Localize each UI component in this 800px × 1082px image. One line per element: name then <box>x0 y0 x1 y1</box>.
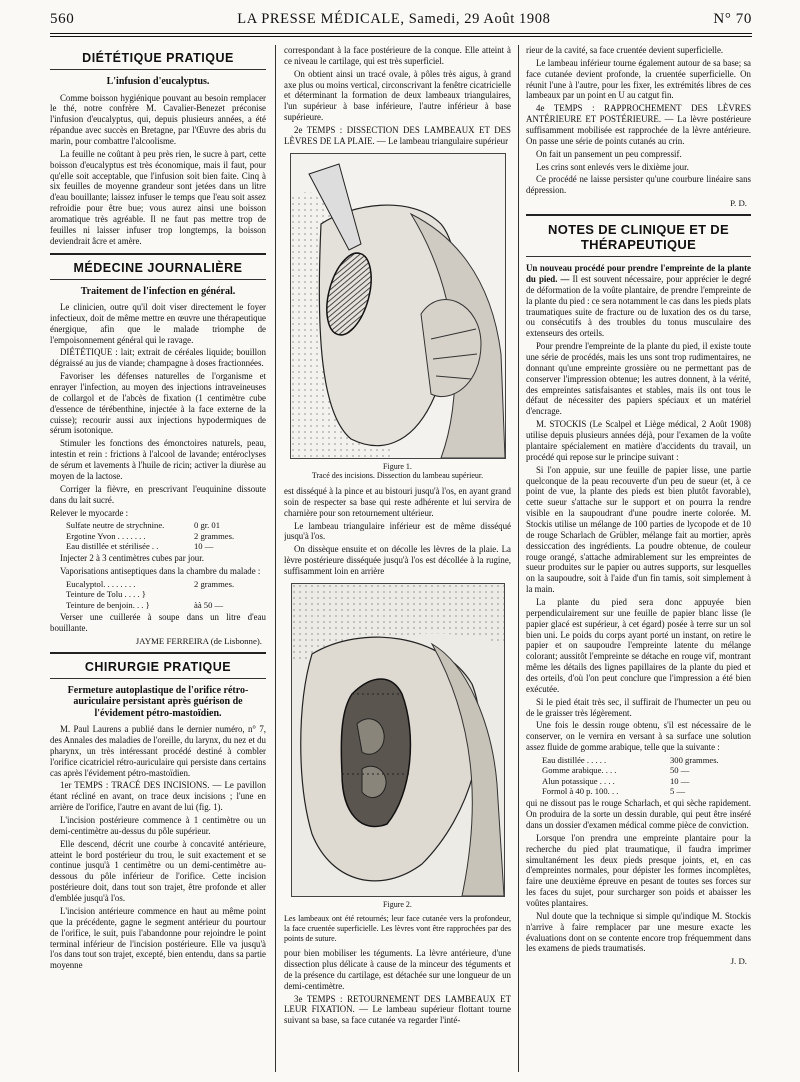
paragraph: On obtient ainsi un tracé ovale, à pôles très aigus, à grand axe plus ou moins vertical, circonscrivant la fenêtre cicatricielle et déterminant la formation de deux lambeaux triangulaires, l'un supérieur à base inférieure, l'autre inférieur à base supérieure. <box>284 68 511 123</box>
paragraph: Verser une cuillerée à soupe dans un litre d'eau bouillante. <box>50 611 266 633</box>
masthead <box>50 6 752 32</box>
paragraph: pour bien mobiliser les téguments. La lèvre antérieure, d'une dissection plus délicate à cause de la minceur des téguments et de la présence du cartilage, est détachée sur une longueur de un demi-centimètre. <box>284 948 511 991</box>
paragraph: Favoriser les défenses naturelles de l'organisme et enrayer l'infection, au moyen des injections intraveineuses de collargol et de l'abcès de fixation (1 centimètre cube d'essence de térébenthine, injectée à la face externe de la cuisse); recourir aussi aux injections hypodermiques de sérum isotonique. <box>50 371 266 436</box>
journal-title: LA PRESSE MÉDICALE, Samedi, 29 Août 1908 <box>237 10 551 27</box>
paragraph: 1er TEMPS : TRACÉ DES INCISIONS. — Le pavillon étant récliné en avant, on trace deux incisions ; l'une en arrière de l'orifice, l'autre en avant de lui (fig. 1). <box>50 780 266 813</box>
paragraph: Pour prendre l'empreinte de la plante du pied, il existe toute une série de procédés, mais les uns sont trop rudimentaires, ne donnant qu'une empreinte grossière ou ne permettant pas de conserver l'impression obtenue; les autres donnent, à la vérité, des empreintes satisfaisantes et stables, mais ils ont tous le défaut de nécessiter des papiers spéciaux et un matériel d'encrage. <box>526 341 751 417</box>
paragraph: Une fois le dessin rouge obtenu, s'il est nécessaire de le conserver, on le vernira en versant à sa surface une solution assez fluide de gomme arabique, telle que la suivante : <box>526 720 751 753</box>
prescription-row: Teinture de Tolu . . . . } <box>66 589 146 600</box>
article-title-autoplastie: Fermeture autoplastique de l'orifice rétro-auriculaire persistant après guérison de l'évidement pétro-mastoïdien. <box>67 684 249 719</box>
prescription-row: Formol à 40 p. 100. . . 5 — <box>542 785 686 796</box>
prescription-row: Eau distillée et stérilisée . . 10 — <box>66 540 214 551</box>
paragraph: Vaporisations antiseptiques dans la chambre du malade : <box>60 566 261 577</box>
masthead-rule <box>50 33 752 34</box>
paragraph: Relever le myocarde : <box>50 507 129 518</box>
paragraph: Si l'on appuie, sur une feuille de papier lisse, une partie quelconque de la peau recouverte d'un peu de sueur (et, à ce point de vue, la plante des pieds est bien plutôt favorable), cette sueur s'attache sur le support et on pourra la rendre visible en la saupoudrant d'une poudre inerte colorée. M. Stockis utilise un mélange de 100 parties de lycopode et de 10 de rouge Scharlach de Grübler, mélange fait au mortier, après dessiccation des ingrédients. La poudre obtenue, de couleur rouge orangé, s'attache admirablement sur les empreintes de sueur produites sur le papier ou autres supports, sur lesquelles on la saupoudre, soit à l'aide d'un fin tamis, soit simplement à la main. <box>526 464 751 595</box>
paragraph: Si le pied était très sec, il suffirait de l'humecter un peu ou de le graisser très légèrement. <box>526 696 751 718</box>
column-divider-2 <box>518 45 519 1072</box>
figure-2-legend: Les lambeaux ont été retournés; leur face cutanée vers la profondeur, la face cruentée superficielle. Les lèvres vont être rapprochées par des points de suture. <box>284 914 511 943</box>
section-heading-dietetique: DIÉTÉTIQUE PRATIQUE <box>82 51 234 65</box>
author-signature: JAYME FERREIRA (de Lisbonne). <box>135 635 262 646</box>
prescription-3 <box>542 755 751 796</box>
paragraph: Le clinicien, outre qu'il doit viser directement le foyer infectieux, doit de même mettre en œuvre une thérapeutique énergique, afin que le malade triomphe de l'empoisonnement général qui le ravage. <box>50 302 266 345</box>
issue-number: N° 70 <box>713 10 752 27</box>
paragraph: Le lambeau triangulaire inférieur est de même disséqué jusqu'à l'os. <box>284 520 511 542</box>
figure-2-illustration <box>291 583 505 897</box>
paragraph: Ce procédé ne laisse persister qu'une courbure linéaire sans dépression. <box>526 174 751 196</box>
section-heading-medecine: MÉDECINE JOURNALIÈRE <box>73 260 243 275</box>
column-1 <box>50 45 266 1074</box>
column-3 <box>526 45 751 1074</box>
section-rule <box>50 69 266 70</box>
paragraph: 3e TEMPS : RETOURNEMENT DES LAMBEAUX ET LEUR FIXATION. — Le lambeau supérieur flottant tourne suivant sa base, sa face cutanée va regarder l'inté- <box>284 993 511 1026</box>
column-divider-1 <box>275 45 276 1072</box>
section-rule <box>50 678 266 679</box>
prescription-row: Gomme arabique. . . . 50 — <box>542 765 690 776</box>
paragraph: est disséqué à la pince et au bistouri jusqu'à l'os, en ayant grand soin de respecter sa base qui reste adhérente et lui servira de charnière pour son retournement ultérieur. <box>284 485 511 518</box>
paragraph: 4e TEMPS : RAPPROCHEMENT DES LÈVRES ANTÉRIEURE ET POSTÉRIEURE. — La lèvre postérieure suffisamment mobilisée est rapprochée de la lèvre antérieure. On passe une série de points cutanés au crin. <box>526 103 751 146</box>
paragraph: Corriger la fièvre, en prescrivant l'euquinine dissoute dans du lait sucré. <box>50 483 266 505</box>
paragraph: Le lambeau inférieur tourne également autour de sa base; sa face cutanée devient profonde, la cruentée superficielle. On réunit l'une à l'autre, pour les fixer, les extrémités libres de ces lambeaux par un point en U au catgut fin. <box>526 57 751 101</box>
article-title-eucalyptus: L'infusion d'eucalyptus. <box>106 76 210 87</box>
prescription-row: Eau distillée . . . . . 300 grammes. <box>542 754 719 765</box>
prescription-1 <box>66 520 266 551</box>
paragraph: Lorsque l'on prendra une empreinte plantaire pour la recherche du pied plat traumatique, il faudra imprimer simultanément les deux pieds presque joints, et, en cas d'empreintes normales, pour dépister les formes incomplètes, faire une deuxième épreuve en pesant de toutes ses forces sur les faces du sujet, pour surcharger son poids et abaisser les voûtes plantaires. <box>526 832 751 908</box>
section-rule <box>50 253 266 255</box>
author-signature: P. D. <box>730 198 747 209</box>
masthead-rule-2 <box>50 36 752 37</box>
paragraph: Un nouveau procédé pour prendre l'empreinte de la plante du pied. — Il est souvent nécessaire, pour apprécier le degré de déformation de la voûte plantaire, de prendre l'empreinte de la plante du pied : ce sera notamment le cas dans les pieds plats traumatiques suite de fracture ou de luxation des os du tarse, ou consécutifs à des troubles du tonus musculaire des extenseurs des orteils. <box>526 263 751 339</box>
paragraph: L'incision postérieure commence à 1 centimètre ou un demi-centimètre au-dessus du pôle supérieur. <box>50 815 266 836</box>
paragraph: Elle descend, décrit une courbe à concavité antérieure, atteint le bord postérieur du trou, le suit exactement et se continue jusqu'à 1 centimètre ou un demi-centimètre au-dessous du pôle inférieur de l'orifice. Cette incision postérieure doit, dans tout son trajet, être profonde et aller d'emblée jusqu'à l'os. <box>50 838 266 904</box>
article-lead: Un nouveau procédé pour prendre l'empreinte de la plante du pied. — <box>526 263 751 285</box>
paragraph: rieur de la cavité, sa face cruentée devient superficielle. <box>526 45 724 55</box>
article-title-infection: Traitement de l'infection en général. <box>80 285 236 297</box>
paragraph: M. Paul Laurens a publié dans le dernier numéro, n° 7, des Annales des maladies de l'oreille, du larynx, du nez et du pharynx, un très intéressant procédé destiné à combler l'orifice cicatriciel rétro-auriculaire qui persiste dans certains cas après l'évidement pétro-mastoïdien. <box>50 724 266 778</box>
column-2 <box>284 45 511 1074</box>
section-rule <box>50 652 266 654</box>
paragraph: M. STOCKIS (Le Scalpel et Liège médical, 2 Août 1908) utilise depuis plusieurs années déjà, pour l'examen de la voûte plantaire spécialement en matière d'accidents du travail, un procédé qui repose sur le principe suivant : <box>526 419 751 462</box>
prescription-row: Alun potassique . . . . 10 — <box>542 775 690 786</box>
section-rule <box>50 279 266 280</box>
figure-2-caption: Figure 2. <box>383 899 412 909</box>
prescription-row: Eucalyptol. . . . . . . . 2 grammes. <box>66 579 235 590</box>
paragraph: 2e TEMPS : DISSECTION DES LAMBEAUX ET DES LÈVRES DE LA PLAIE. — Le lambeau triangulaire supérieur <box>284 125 511 146</box>
paragraph: Stimuler les fonctions des émonctoires naturels, peau, intestin et rein : frictions à l'alcool de lavande; entéroclyses de sérum et lavements à l'huile de ricin; activer la diurèse au moyen de la lactose. <box>50 438 266 481</box>
figure-1-illustration <box>290 153 506 459</box>
section-heading-notes: NOTES DE CLINIQUE ET DE THÉRAPEUTIQUE <box>548 222 729 253</box>
page-number: 560 <box>50 10 75 27</box>
paragraph: La feuille ne coûtant à peu près rien, le sucre à part, cette boisson d'eucalyptus est très économique, mais il faut, pour qu'elle soit acceptable, que l'infusion soit bien faite. Cinq à six feuilles de moyenne grandeur sont jetées dans un litre d'eau bouillante; laissez infuser le temps que l'eau soit assez refroidie pour être bue; vous aurez ainsi une boisson aromatique très agréable. Il ne faut pas mettre trop de feuilles ni laisser infuser trop longtemps, la boisson deviendrait âcre et amère. <box>50 148 266 246</box>
paragraph: Nul doute que la technique si simple qu'indique M. Stockis n'arrive à faire remplacer par une mesure exacte les évaluations dont on se contente encore trop fréquemment dans les examens de pieds traumatisés. <box>526 910 751 954</box>
paragraph: Les crins sont enlevés vers le dixième jour. <box>536 161 689 172</box>
paragraph: DIÉTÉTIQUE : lait; extrait de céréales liquide; bouillon dégraissé au jus de viande; champagne à doses fractionnées. <box>50 347 266 369</box>
author-signature: J. D. <box>730 956 747 967</box>
paragraph: Comme boisson hygiénique pouvant au besoin remplacer le thé, notre confrère M. Cavalier-Benezet préconise l'infusion d'eucalyptus, qui, depuis plusieurs années, a été répandue avec succès en Bretagne, par l'Œuvre des abris du marin, pour combattre l'alcoolisme. <box>50 92 266 146</box>
paragraph: La plante du pied sera donc appuyée bien perpendiculairement sur une feuille de papier blanc lisse (le papier glacé est supérieur, à cet égard) posée à terre sur un sol bien uni. Le poids du corps ayant porté un instant, on retire le papier et on saupoudre l'empreinte latente du mélange colorant; aussitôt l'empreinte se détache en rouge vif, montrant même les détails des lignes papillaires de la plante du pied et des orteils, d'où l'on peut conclure que l'impression a été bien exécutée. <box>526 596 751 694</box>
paragraph: qui ne dissout pas le rouge Scharlach, et qui sèche rapidement. On produira de la sorte un dessin durable, qui peut être inséré dans un dossier d'examen médical comme pièce de conviction. <box>526 798 751 830</box>
paragraph: correspondant à la face postérieure de la conque. Elle atteint à ce niveau le cartilage, qui est très superficiel. <box>284 45 511 66</box>
section-rule <box>526 214 751 216</box>
section-heading-chirurgie: CHIRURGIE PRATIQUE <box>84 659 232 674</box>
prescription-row: Ergotine Yvon . . . . . . . 2 grammes. <box>66 530 235 541</box>
prescription-row: Teinture de benjoin. . . } àà 50 — <box>66 599 224 610</box>
paragraph: On dissèque ensuite et on décolle les lèvres de la plaie. La lèvre postérieure disséquée jusqu'à l'os est décollée à la rugine, suffisamment loin en arrière <box>284 544 511 576</box>
section-rule <box>526 256 751 257</box>
figure-1-caption: Figure 1. Tracé des incisions. Dissection du lambeau supérieur. <box>311 461 484 481</box>
paragraph: Injecter 2 à 3 centimètres cubes par jour. <box>60 553 204 564</box>
prescription-row: Sulfate neutre de strychnine. 0 gr. 01 <box>66 520 221 531</box>
prescription-2 <box>66 579 266 610</box>
paragraph: On fait un pansement un peu compressif. <box>536 148 682 159</box>
paragraph: L'incision antérieure commence en haut au même point que la précédente, gagne le segment antérieur du pourtour de l'orifice, le suit, puis l'abandonne pour rejoindre le point terminal inférieur de l'incision postérieure. Elle va jusqu'à l'os dans tout son trajet, excepté, bien entendu, dans sa partie moyenne <box>50 905 266 971</box>
